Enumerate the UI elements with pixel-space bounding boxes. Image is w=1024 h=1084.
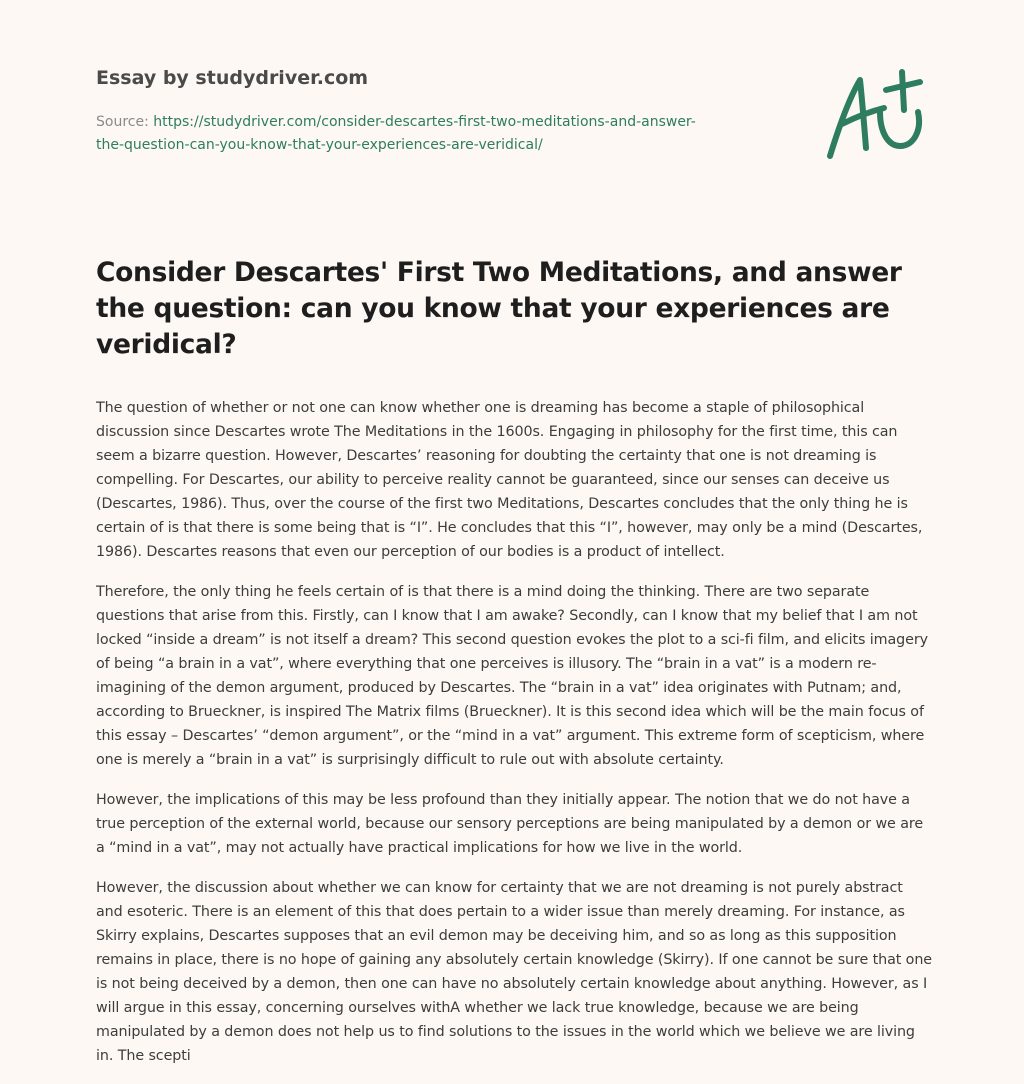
paragraph: However, the implications of this may be less profound than they initially appear. The notion that we do not have a true perception of the external world, because our sensory perceptions are being manipulated by a demon or we are a “mind in a vat”, may not actually have practical implications for how we live in the world. — [96, 792, 924, 856]
header — [96, 66, 796, 157]
a-plus-logo-icon — [822, 68, 928, 164]
source-line — [96, 111, 796, 157]
paragraph: However, the discussion about whether we can know for certainty that we are not dreaming is not purely abstract and esoteric. There is an element of this that does pertain to a wider issue than merely dreaming. For instance, as Skirry explains, Descartes supposes that an evil demon may be deceiving him, and so as long as this supposition remains in place, there is no hope of gaining any absolutely certain knowledge (Skirry). If one cannot be sure that one is not being deceived by a demon, then one can have no absolutely certain knowledge about anything. However, as I will argue in this essay, concerning ourselves withA whether we lack true knowledge, because we are being manipulated by a demon does not help us to find solutions to the issues in the world which we believe we are living in. The scepti — [96, 880, 932, 1064]
essay-body — [96, 396, 932, 1084]
essay-title: Consider Descartes' First Two Meditations, and answer the question: can you know that your experiences are veridical? — [96, 257, 902, 360]
paragraph: Therefore, the only thing he feels certain of is that there is a mind doing the thinking. There are two separate questions that arise from this. Firstly, can I know that I am awake? Secondly, can I know that my belief that I am not locked “inside a dream” is not itself a dream? This second question evokes the plot to a sci-fi film, and elicits imagery of being “a brain in a vat”, where everything that one perceives is illusory. The “brain in a vat” is a modern re-imagining of the demon argument, produced by Descartes. The “brain in a vat” idea originates with Putnam; and, according to Brueckner, is inspired The Matrix films (Brueckner). It is this second idea which will be the main focus of this essay – Descartes’ “demon argument”, or the “mind in a vat” argument. This extreme form of scepticism, where one is merely a “brain in a vat” is surprisingly difficult to rule out with absolute certainty. — [96, 584, 928, 768]
source-label: Source: — [96, 114, 149, 130]
source-link[interactable] — [96, 114, 696, 153]
site-title: Essay by studydriver.com — [96, 67, 369, 89]
source-link-line1: https://studydriver.com/consider-descartes-first-two-meditations-and-answer- — [153, 114, 696, 130]
source-link-line2: the-question-can-you-know-that-your-experiences-are-veridical/ — [96, 137, 543, 153]
paragraph: The question of whether or not one can know whether one is dreaming has become a staple of philosophical discussion since Descartes wrote The Meditations in the 1600s. Engaging in philosophy for the first time, this can seem a bizarre question. However, Descartes’ reasoning for doubting the certainty that one is not dreaming is compelling. For Descartes, our ability to perceive reality cannot be guaranteed, since our senses can deceive us (Descartes, 1986). Thus, over the course of the first two Meditations, Descartes concludes that the only thing he is certain of is that there is some being that is “I”. He concludes that this “I”, however, may only be a mind (Descartes, 1986). Descartes reasons that even our perception of our bodies is a product of intellect. — [96, 400, 923, 560]
